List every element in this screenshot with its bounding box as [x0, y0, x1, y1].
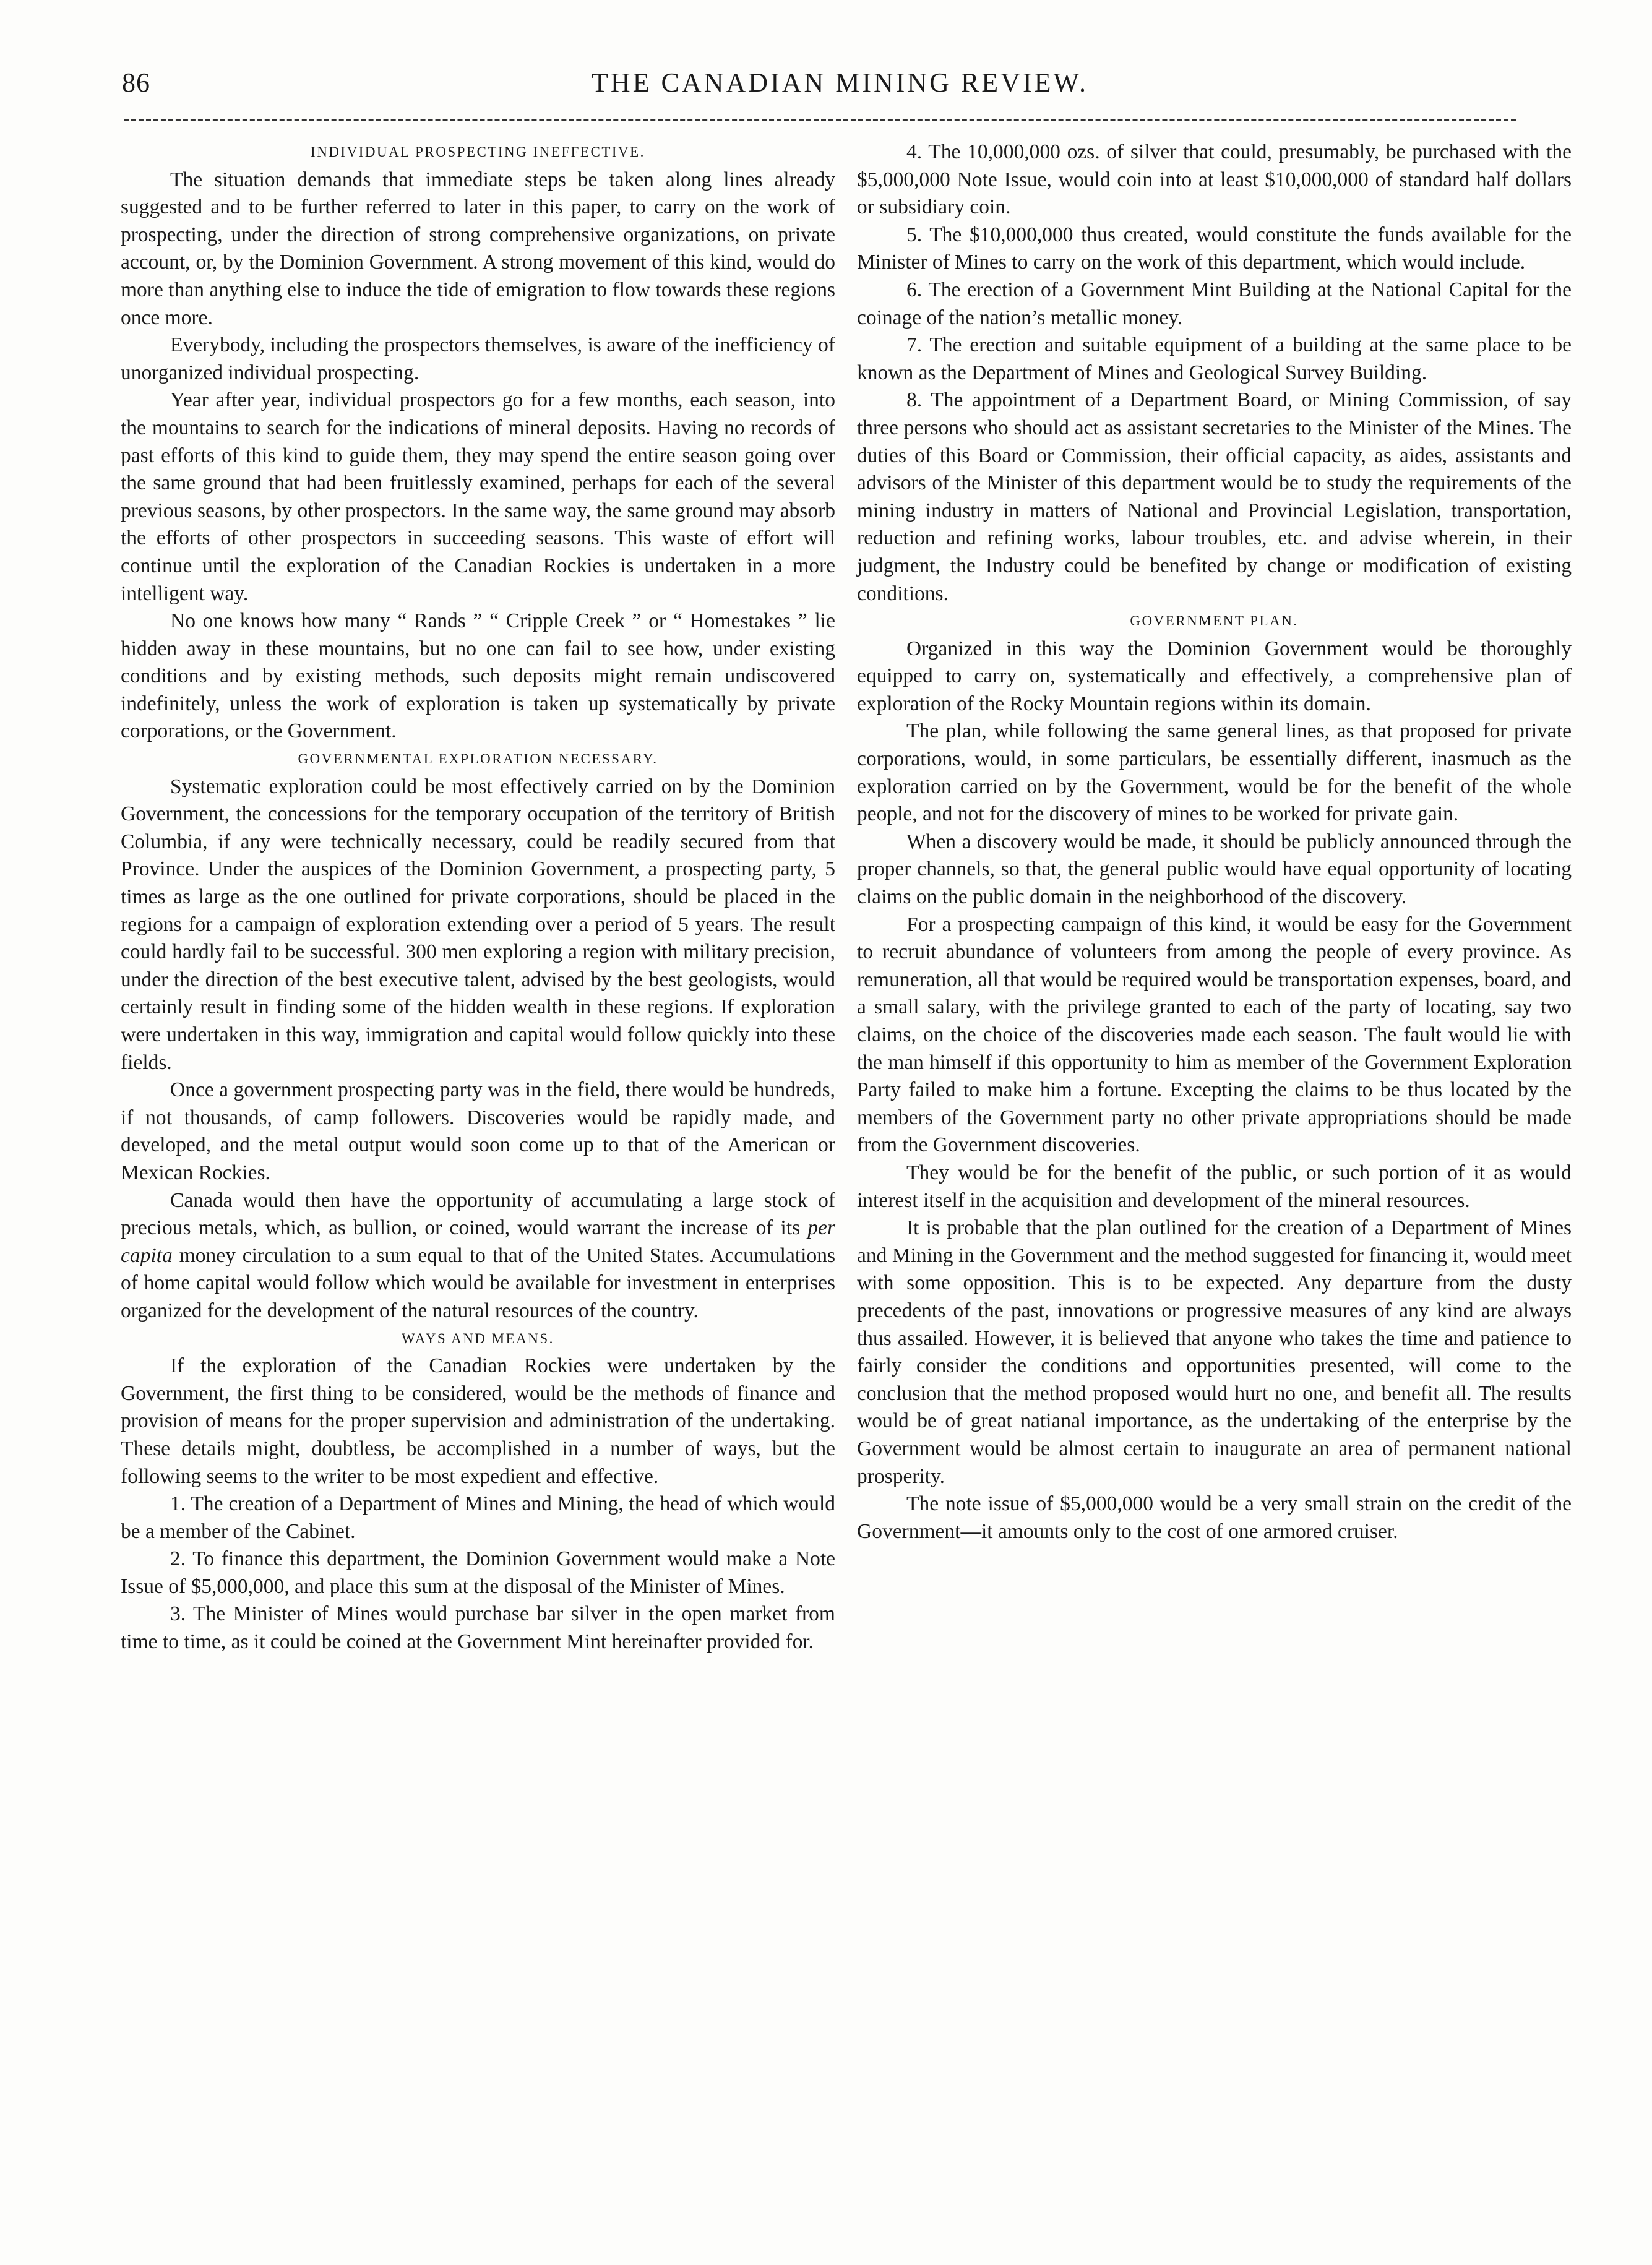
list-item: 6. The erection of a Government Mint Building at the National Capital for the coinage of the nation’s metallic money. — [857, 278, 1572, 329]
list-item: 3. The Minister of Mines would purchase bar silver in the open market from time to time, as it could be coined at the Government Mint hereinafter provided for. — [121, 1602, 835, 1654]
right-column — [857, 139, 1572, 1545]
list-item: 5. The $10,000,000 thus created, would constitute the funds available for the Minister of Mines to carry on the work of this department, which would include. — [857, 223, 1572, 274]
paragraph: The situation demands that immediate steps be taken along lines already suggested and to be further referred to later in this paper, to carry on the work of prospecting, under the direction of strong comprehensive organizations, on private account, or, by the Dominion Government. A strong movement of this kind, would do more than anything else to induce the tide of emigration to flow towards these regions once more. — [121, 168, 835, 329]
page-number: 86 — [122, 67, 150, 98]
paragraph: Year after year, individual prospectors go for a few months, each season, into the mountains to search for the indications of mineral deposits. Having no records of past efforts of this kind to guide them, they may spend the entire season going over the same ground that had been fruitlessly examined, perhaps for each of the several previous seasons, by other prospectors. In the same way, the same ground may absorb the efforts of other prospectors in succeeding seasons. This waste of effort will continue until the exploration of the Canadian Rockies is undertaken in a more intelligent way. — [121, 389, 835, 605]
paragraph: It is probable that the plan outlined for the creation of a Department of Mines and Mining in the Government and the method suggested for financing it, would meet with some opposition. This is to be expected. Any departure from the dusty precedents of the past, innovations or progressive measures of any kind are always thus assailed. However, it is believed that anyone who takes the time and patience to fairly consider the conditions and opportunities presented, will come to the conclusion that the method proposed would hurt no one, and benefit all. The results would be of great natianal importance, as the undertaking of the enterprise by the Government would be almost certain to inaugurate an area of permanent national prosperity. — [857, 1216, 1572, 1488]
paragraph-text: money circulation to a sum equal to that of the United States. Accumulations of home capital would follow which would be available for investment in enterprises organized for the development of the natural resources of the country. — [121, 1244, 835, 1322]
paragraph: No one knows how many “ Rands ” “ Cripple Creek ” or “ Homestakes ” lie hidden away in these mountains, but no one can fail to see how, under existing conditions and by existing methods, such deposits might remain undiscovered indefinitely, unless the work of exploration is taken up systematically by private corporations, or the Government. — [121, 609, 835, 743]
paragraph: Once a government prospecting party was in the field, there would be hundreds, if not thousands, of camp followers. Discoveries would be rapidly made, and developed, and the metal output would soon come up to that of the American or Mexican Rockies. — [121, 1078, 835, 1184]
list-item: 1. The creation of a Department of Mines and Mining, the head of which would be a member of the Cabinet. — [121, 1492, 835, 1543]
paragraph: Systematic exploration could be most effectively carried on by the Dominion Government, the concessions for the temporary occupation of the territory of British Columbia, if any were technically necessary, could be readily secured from that Province. Under the auspices of the Dominion Government, a prospecting party, 5 times as large as the one outlined for private corporations, should be placed in the regions for a campaign of exploration extending over a period of 5 years. The result could hardly fail to be successful. 300 men exploring a region with military precision, under the direction of the best executive talent, advised by the best geologists, would certainly result in finding some of the hidden wealth in these regions. If exploration were undertaken in this way, immigration and capital would follow quickly into these fields. — [121, 775, 835, 1074]
page-header — [114, 67, 1565, 114]
list-item: 4. The 10,000,000 ozs. of silver that could, presumably, be purchased with the $5,000,000 Note Issue, would coin into at least $10,000,000 of standard half dollars or subsidiary coin. — [857, 140, 1572, 219]
paragraph: The note issue of $5,000,000 would be a very small strain on the credit of the Government—it amounts only to the cost of one armored cruiser. — [857, 1492, 1572, 1543]
header-rule — [124, 119, 1516, 121]
section-heading: GOVERNMENT PLAN. — [1130, 613, 1299, 629]
italic-term: per capita — [121, 1216, 835, 1267]
paragraph: Organized in this way the Dominion Government would be thoroughly equipped to carry on, systematically and effectively, a comprehensive plan of exploration of the Rocky Mountain regions within its domain. — [857, 637, 1572, 715]
section-heading: GOVERNMENTAL EXPLORATION NECESSARY. — [298, 751, 658, 767]
list-item: 8. The appointment of a Department Board, or Mining Commission, of say three persons who should act as assistant secretaries to the Minister of the Mines. The duties of this Board or Commission, their official capacity, as aides, assistants and advisors of the Minister of this department would be to study the requirements of the mining industry in matters of National and Provincial Legislation, transportation, reduction and refining works, labour troubles, etc. and advise wherein, in their judgment, the Industry could be benefited by change or modification of existing conditions. — [857, 389, 1572, 605]
paragraph: If the exploration of the Canadian Rockies were undertaken by the Government, the first thing to be considered, would be the methods of finance and provision of means for the proper supervision and administration of the undertaking. These details might, doubtless, be accomplished in a number of ways, but the following seems to the writer to be most expedient and effective. — [121, 1354, 835, 1488]
paragraph: Everybody, including the prospectors themselves, is aware of the inefficiency of unorganized individual prospecting. — [121, 333, 835, 384]
paragraph: They would be for the benefit of the public, or such portion of it as would interest itself in the acquisition and development of the mineral resources. — [857, 1161, 1572, 1212]
paragraph-text: Canada would then have the opportunity of accumulating a large stock of precious metals, which, as bullion, or coined, would warrant the increase of its — [121, 1188, 835, 1240]
paragraph: The plan, while following the same general lines, as that proposed for private corporations, would, in some particulars, be essentially different, inasmuch as the exploration carried on by the Government, would be for the benefit of the whole people, and not for the discovery of mines to be worked for private gain. — [857, 720, 1572, 826]
journal-title: THE CANADIAN MINING REVIEW. — [592, 67, 1088, 98]
section-heading: INDIVIDUAL PROSPECTING INEFFECTIVE. — [311, 144, 645, 160]
paragraph: When a discovery would be made, it should be publicly announced through the proper channels, so that, the general public would have equal opportunity of locating claims on the public domain in the neighborhood of the discovery. — [857, 830, 1572, 909]
left-column — [121, 139, 835, 1656]
paragraph: For a prospecting campaign of this kind, it would be easy for the Government to recruit abundance of volunteers from among the people of every province. As remuneration, all that would be required would be transportation expenses, board, and a small salary, with the privilege granted to each of the party of locating, say two claims, on the choice of the discoveries made each season. The fault would lie with the man himself if this opportunity to him as member of the Government Exploration Party failed to make him a fortune. Excepting the claims to be thus located by the members of the Government party no other private appropriations should be made from the Government discoveries. — [857, 913, 1572, 1157]
list-item: 2. To finance this department, the Dominion Government would make a Note Issue of $5,000,000, and place this sum at the disposal of the Minister of Mines. — [121, 1547, 835, 1598]
list-item: 7. The erection and suitable equipment of a building at the same place to be known as the Department of Mines and Geological Survey Building. — [857, 333, 1572, 384]
section-heading: WAYS AND MEANS. — [402, 1330, 554, 1346]
paragraph — [121, 1187, 835, 1325]
